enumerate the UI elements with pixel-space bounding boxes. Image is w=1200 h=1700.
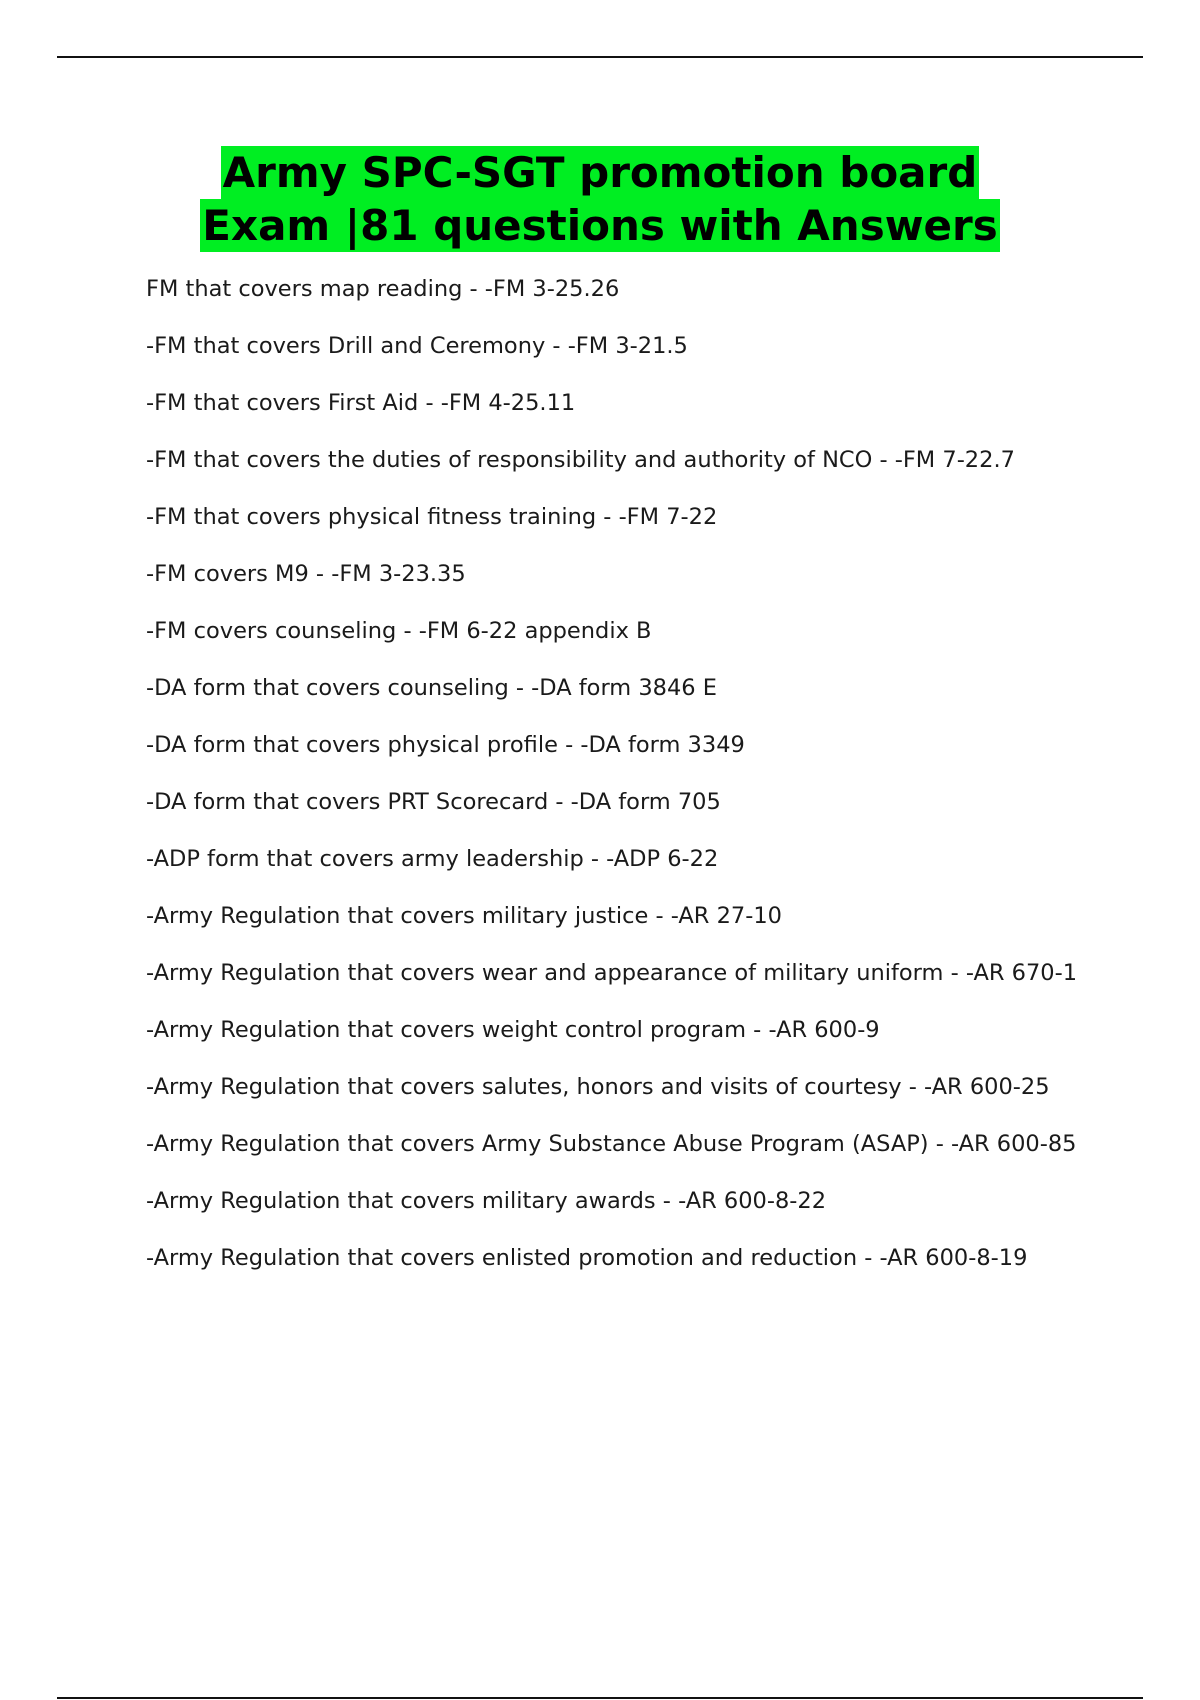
qa-item: -Army Regulation that covers military justice - -AR 27-10 [146, 903, 782, 929]
title-line-2: Exam |81 questions with Answers [202, 201, 998, 250]
qa-item: -Army Regulation that covers enlisted promotion and reduction - -AR 600-8-19 [146, 1245, 1028, 1271]
qa-item: -FM that covers Drill and Ceremony - -FM 3-21.5 [146, 333, 688, 359]
qa-item: -FM covers M9 - -FM 3-23.35 [146, 561, 466, 587]
qa-item: -DA form that covers PRT Scorecard - -DA form 705 [146, 789, 721, 815]
qa-item: -DA form that covers counseling - -DA form 3846 E [146, 675, 717, 701]
footer-rule [57, 1697, 1143, 1699]
qa-item: -Army Regulation that covers wear and appearance of military uniform - -AR 670-1 [146, 960, 1078, 986]
qa-item: -Army Regulation that covers military awards - -AR 600-8-22 [146, 1188, 827, 1214]
qa-item: -FM that covers physical fitness training - -FM 7-22 [146, 504, 718, 530]
document-title [57, 146, 1143, 252]
qa-item: -FM that covers the duties of responsibility and authority of NCO - -FM 7-22.7 [146, 447, 1015, 473]
qa-item: -Army Regulation that covers weight control program - -AR 600-9 [146, 1017, 880, 1043]
qa-item: -DA form that covers physical profile - -DA form 3349 [146, 732, 745, 758]
question-answer-list [146, 275, 1096, 1301]
qa-item: FM that covers map reading - -FM 3-25.26 [146, 276, 620, 302]
qa-item: -Army Regulation that covers salutes, honors and visits of courtesy - -AR 600-25 [146, 1074, 1050, 1100]
header-rule [57, 56, 1143, 58]
title-line-1: Army SPC-SGT promotion board [222, 148, 978, 197]
qa-item: -FM covers counseling - -FM 6-22 appendix B [146, 618, 652, 644]
qa-item: -ADP form that covers army leadership - -ADP 6-22 [146, 846, 719, 872]
qa-item: -FM that covers First Aid - -FM 4-25.11 [146, 390, 576, 416]
qa-item: -Army Regulation that covers Army Substance Abuse Program (ASAP) - -AR 600-85 [146, 1131, 1077, 1157]
